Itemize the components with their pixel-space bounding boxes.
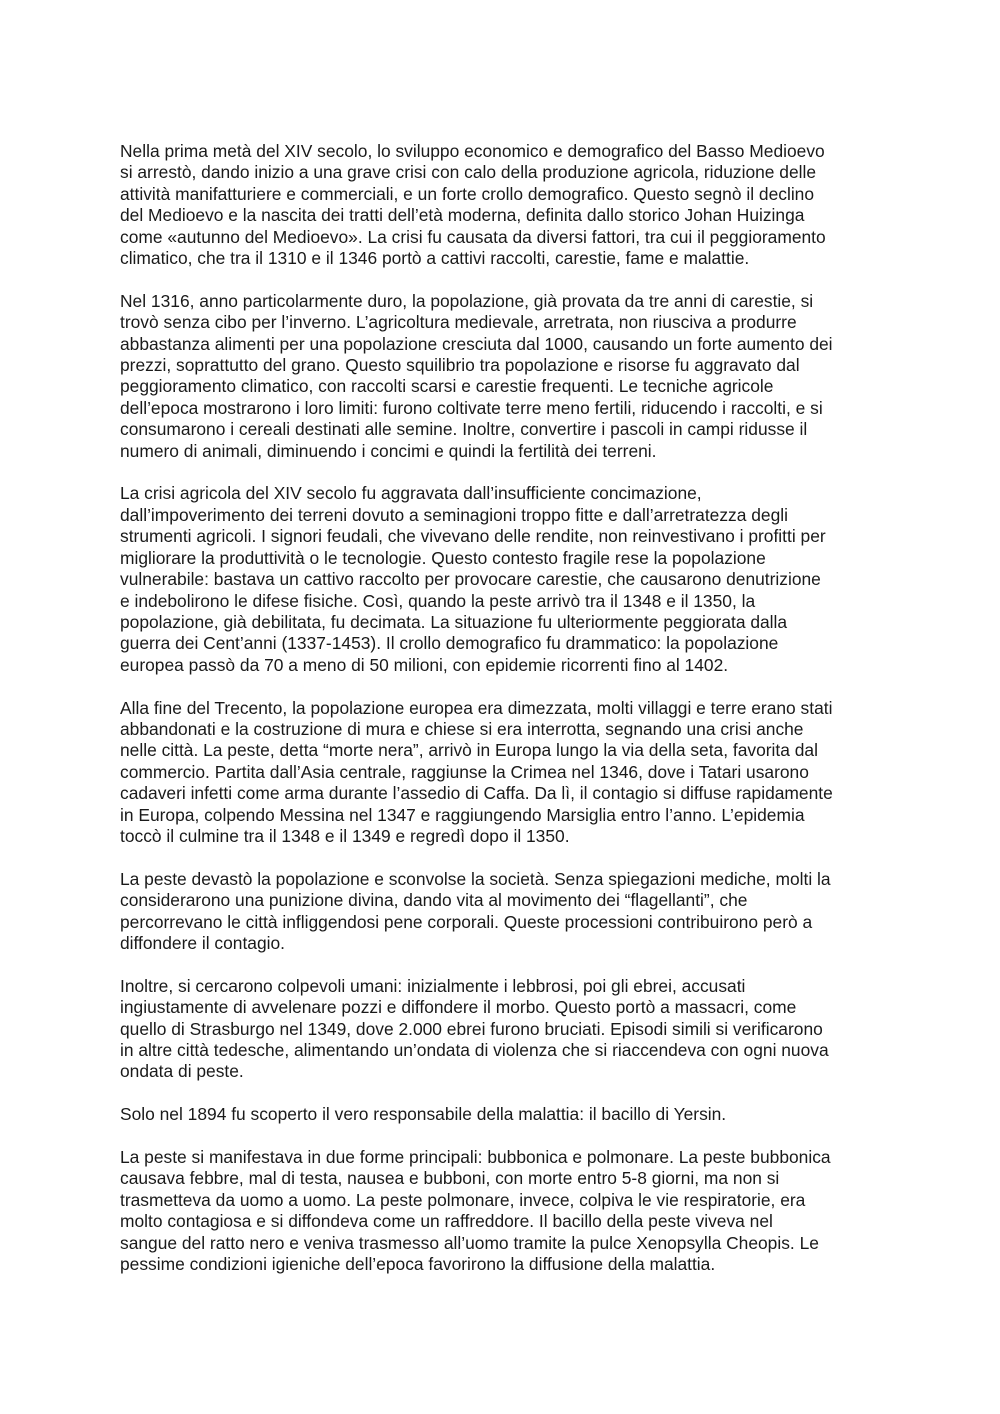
paragraph-2: Nel 1316, anno particolarmente duro, la popolazione, già provata da tre anni di carestie, si trovò senza cibo per l’inverno. L’agricoltura medievale, arretrata, non riusciva a produrre abbastanza alimenti per una popolazione cresciuta dal 1000, causando un forte aumento dei prezzi, soprattutto del grano. Questo squilibrio tra popolazione e risorse fu aggravato dal peggioramento climatico, con raccolti scarsi e carestie frequenti. Le tecniche agricole dell’epoca mostrarono i loro limiti: furono coltivate terre meno fertili, riducendo i raccolti, e si consumarono i cereali destinati alle semine. Inoltre, convertire i pascoli in campi ridusse il numero di animali, diminuendo i concimi e quindi la fertilità dei terreni.: [120, 290, 833, 461]
paragraph-7: Solo nel 1894 fu scoperto il vero responsabile della malattia: il bacillo di Yersin.: [120, 1104, 727, 1125]
paragraph-3: La crisi agricola del XIV secolo fu aggravata dall’insufficiente concimazione, dall’impoverimento dei terreni dovuto a seminagioni troppo fitte e dall’arretratezza degli strumenti agricoli. I signori feudali, che vivevano delle rendite, non reinvestivano i profitti per migliorare la produttività o le tecnologie. Questo contesto fragile rese la popolazione vulnerabile: bastava un cattivo raccolto per provocare carestie, che causarono denutrizione e indebolirono le difese fisiche. Così, quando la peste arrivò tra il 1348 e il 1350, la popolazione, già debilitata, fu decimata. La situazione fu ulteriormente peggiorata dalla guerra dei Cent’anni (1337-1453). Il crollo demografico fu drammatico: la popolazione europea passò da 70 a meno di 50 milioni, con epidemie ricorrenti fino al 1402.: [120, 483, 826, 675]
paragraph-6: Inoltre, si cercarono colpevoli umani: inizialmente i lebbrosi, poi gli ebrei, accusati ingiustamente di avvelenare pozzi e diffondere il morbo. Questo portò a massacri, come quello di Strasburgo nel 1349, dove 2.000 ebrei furono bruciati. Episodi simili si verificarono in altre città tedesche, alimentando un’ondata di violenza che si riaccendeva con ogni nuova ondata di peste.: [120, 975, 829, 1082]
paragraph-8: La peste si manifestava in due forme principali: bubbonica e polmonare. La peste bubbonica causava febbre, mal di testa, nausea e bubboni, con morte entro 5-8 giorni, ma non si trasmetteva da uomo a uomo. La peste polmonare, invece, colpiva le vie respiratorie, era molto contagiosa e si diffondeva come un raffreddore. Il bacillo della peste viveva nel sangue del ratto nero e veniva trasmesso all’uomo tramite la pulce Xenopsylla Cheopis. Le pessime condizioni igieniche dell’epoca favorirono la diffusione della malattia.: [120, 1146, 831, 1275]
document-body: [120, 141, 885, 1297]
paragraph-4: Alla fine del Trecento, la popolazione europea era dimezzata, molti villaggi e terre erano stati abbandonati e la costruzione di mura e chiese si era interrotta, segnando una crisi anche nelle città. La peste, detta “morte nera”, arrivò in Europa lungo la via della seta, favorita dal commercio. Partita dall’Asia centrale, raggiunse la Crimea nel 1346, dove i Tatari usarono cadaveri infetti come arma durante l’assedio di Caffa. Da lì, il contagio si diffuse rapidamente in Europa, colpendo Messina nel 1347 e raggiungendo Marsiglia entro l’anno. L’epidemia toccò il culmine tra il 1348 e il 1349 e regredì dopo il 1350.: [120, 697, 833, 846]
paragraph-5: La peste devastò la popolazione e sconvolse la società. Senza spiegazioni mediche, molti la considerarono una punizione divina, dando vita al movimento dei “flagellanti”, che percorrevano le città infliggendosi pene corporali. Queste processioni contribuirono però a diffondere il contagio.: [120, 868, 831, 953]
paragraph-1: Nella prima metà del XIV secolo, lo sviluppo economico e demografico del Basso Medioevo si arrestò, dando inizio a una grave crisi con calo della produzione agricola, riduzione delle attività manifatturiere e commerciali, e un forte crollo demografico. Questo segnò il declino del Medioevo e la nascita dei tratti dell’età moderna, definita dallo storico Johan Huizinga come «autunno del Medioevo». La crisi fu causata da diversi fattori, tra cui il peggioramento climatico, che tra il 1310 e il 1346 portò a cattivi raccolti, carestie, fame e malattie.: [120, 141, 826, 269]
